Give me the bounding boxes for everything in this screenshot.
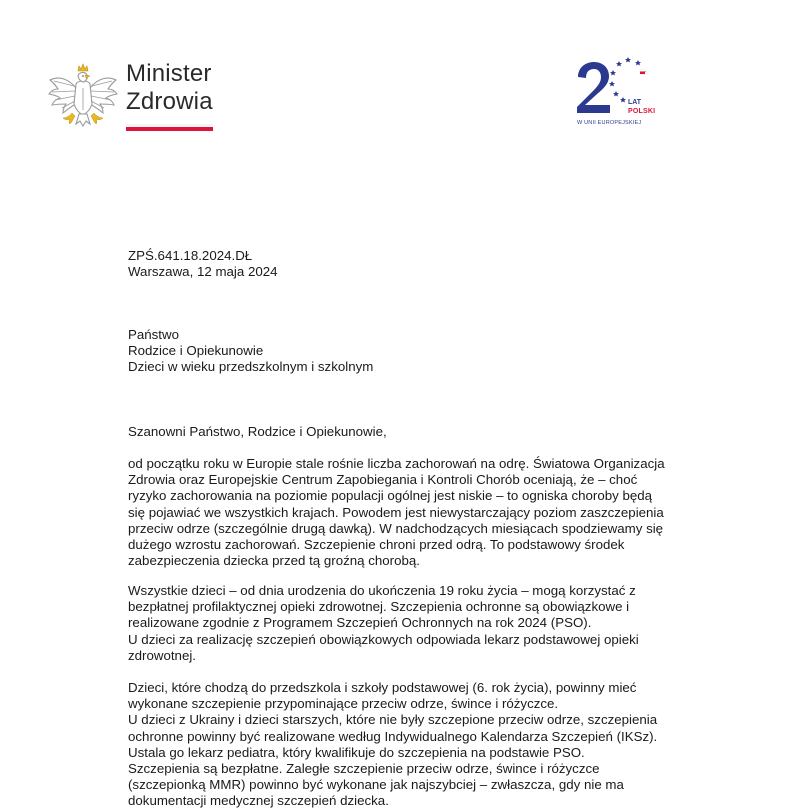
flag-stripe-red [126,127,213,131]
ministry-name-line-1: Minister [126,60,212,87]
polish-eagle-emblem-icon [46,58,120,132]
twenty-years-eu-logo [572,50,664,130]
body-paragraph-1 [128,456,665,569]
body-paragraph-2 [128,583,648,664]
recipient-line: Państwo [128,327,179,342]
place-date: Warszawa, 12 maja 2024 [128,264,278,280]
paragraph-line: Ustala go lekarz pediatra, który kwalifikuje do szczepienia na podstawie PSO. [128,744,585,760]
paragraph-line: wykonane szczepienie przypominające przeciw odrze, śwince i różyczce. [128,696,559,712]
paragraph-line: Dzieci, które chodzą do przedszkola i szkoły podstawowej (6. rok życia), powinny mieć [128,680,637,695]
salutation: Szanowni Państwo, Rodzice i Opiekunowie, [128,424,387,439]
recipient-line: Rodzice i Opiekunowie [128,343,264,359]
recipient-line: Dzieci w wieku przedszkolnym i szkolnym [128,359,374,375]
paragraph-line: zabezpieczenia dziecka przed tą groźną chorobą. [128,553,420,569]
recipients-block [128,327,648,376]
paragraph-line: dużego wzrostu zachorowań. Szczepienie chroni przed odrą. To podstawowy środek [128,537,625,553]
paragraph-line: Zdrowia oraz Europejskie Centrum Zapobiegania i Kontroli Chorób oceniają, że – choć [128,472,638,488]
ministry-name-line-2: Zdrowia [126,88,213,115]
paragraph-line: dokumentacji medycznej szczepień dziecka. [128,793,389,809]
body-paragraph-3 [128,680,658,810]
reference-number: ZPŚ.641.18.2024.DŁ [128,248,253,263]
ministry-name [126,60,213,116]
eu-logo-ue: W UNII EUROPEJSKIEJ [577,120,642,126]
paragraph-line: Wszystkie dzieci – od dnia urodzenia do ukończenia 19 roku życia – mogą korzystać z [128,583,636,598]
paragraph-line: zdrowotnej. [128,647,196,663]
paragraph-line: ryzyko zachorowania na poziomie populacji ogólnej jest niskie – to ogniska choroby będą [128,488,653,504]
paragraph-line: U dzieci z Ukrainy i dzieci starszych, które nie były szczepione przeciw odrze, szczepienia [128,712,658,728]
paragraph-line: U dzieci za realizację szczepień obowiązkowych odpowiada lekarz podstawowej opieki [128,631,639,647]
paragraph-line: ochronne powinny być realizowane według Indywidualnego Kalendarza Szczepień (IKSz). [128,728,658,744]
eu-logo-polski: POLSKI [628,108,656,115]
reference-block [128,248,648,280]
paragraph-line: bezpłatnej profilaktycznej opieki zdrowotnej. Szczepienia ochronne są obowiązkowe i [128,599,630,615]
eu-logo-lat: LAT [628,99,642,106]
paragraph-line: od początku roku w Europie stale rośnie liczba zachorowań na odrę. Światowa Organizacja [128,456,665,471]
paragraph-line: przeciw odrze (szczególnie drugą dawką). W nadchodzących miesiącach spodziewamy się [128,520,664,536]
paragraph-line: Szczepienia są bezpłatne. Zaległe szczepienie przeciw odrze, śwince i różyczce [128,761,600,777]
paragraph-line: (szczepionką MMR) powinno być wykonane jak najszybciej – zwłaszcza, gdy nie ma [128,777,624,793]
paragraph-line: realizowane zgodnie z Programem Szczepień Ochronnych na rok 2024 (PSO). [128,615,592,631]
paragraph-line: się pojawiać we wszystkich krajach. Powodem jest niewystarczający poziom zaszczepienia [128,504,664,520]
